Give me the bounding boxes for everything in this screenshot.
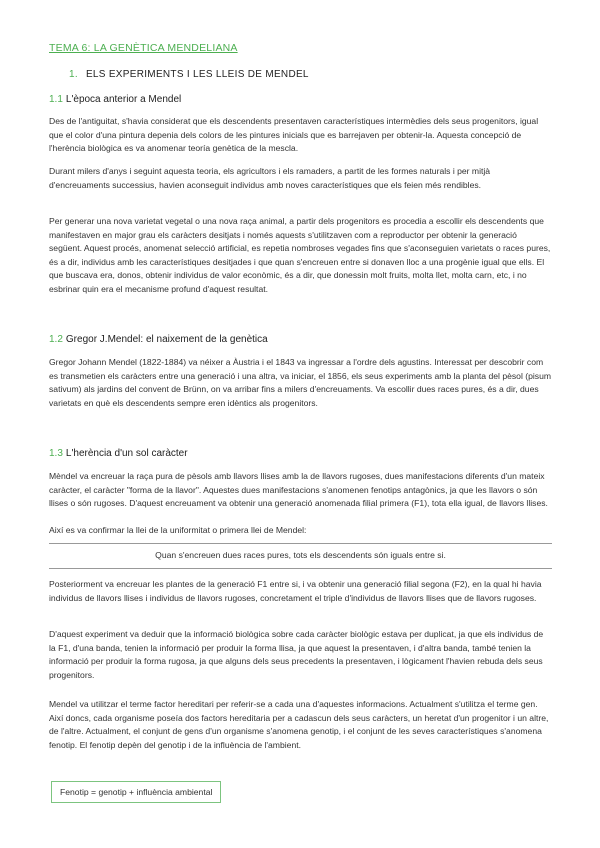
subsection-title: L'època anterior a Mendel	[65, 94, 182, 105]
subsection-heading-1-1	[49, 94, 181, 105]
formula-box: Fenotip = genotip + influència ambiental	[51, 781, 221, 803]
paragraph: D'aquest experiment va deduir que la informació biològica sobre cada caràcter biològic estava per duplicat, ja que els individus de la F1, d'una banda, tenien la informació per produir la forma llisa, ja que aquest la presentaven, i d'altra banda, també tenien la informació per produir la forma rugosa, ja que alguns dels seus precedents la presentaven, i lògicament l'havien rebuda dels seus progenitors.	[49, 629, 544, 680]
paragraph: Gregor Johann Mendel (1822-1884) va néixer a Àustria i el 1843 va ingressar a l'ordre dels agustins. Interessat per descobrir com es transmetien els caràcters entre una generació i una altra, va iniciar, el 1856, els seus experiments amb la planta del pèsol (pisum sativum) als jardins del convent de Brünn, on va arribar fins a milers d'encreuaments. Va escollir dues races pures, és a dir, dues varietats en què els descendents sempre eren idèntics als progenitors.	[49, 357, 552, 408]
subsection-number: 1.1	[49, 94, 63, 105]
law-statement: Quan s'encreuen dues races pures, tots els descendents són iguals entre si.	[155, 550, 446, 560]
paragraph: Posteriorment va encreuar les plantes de la generació F1 entre si, i va obtenir una generació filial segona (F2), en la qual hi havia individus de llavors llises i individus de llavors rugoses, concretament el triple d'individus de llavors llises que de llavors rugoses.	[49, 579, 542, 603]
subsection-title: L'herència d'un sol caràcter	[65, 448, 188, 459]
paragraph: Mèndel va encreuar la raça pura de pèsols amb llavors llises amb la de llavors rugoses, dues manifestacions diferents d'un mateix caràcter, el caràcter "forma de la llavor". Aquestes dues manifestacions s'anomenen fenotips antagònics, ja que les llavors o són llises o són rugoses. D'aquest encreuament va obtenir una generació anomenada filial primera (F1), tota ella igual, de llavors llises.	[49, 471, 548, 508]
subsection-heading-1-2	[49, 334, 268, 345]
paragraph: Així es va confirmar la llei de la uniformitat o primera llei de Mendel:	[49, 525, 307, 535]
subsection-heading-1-3	[49, 448, 188, 459]
paragraph: Des de l'antiguitat, s'havia considerat que els descendents presentaven característiques intermèdies dels seus progenitors, igual que el color d'una pintura depenia dels colors de les pintures inicials que es barrejaven per obtenir-la. Aquesta concepció de l'herència biològica es va anomenar teoría genètica de la mescla.	[49, 116, 539, 153]
section-number: 1.	[69, 69, 78, 80]
section-title: ELS EXPERIMENTS I LES LLEIS DE MENDEL	[85, 69, 309, 80]
subsection-number: 1.3	[49, 448, 63, 459]
section-heading	[69, 69, 309, 80]
subsection-title: Gregor J.Mendel: el naixement de la genètica	[65, 334, 268, 345]
divider	[49, 568, 552, 569]
paragraph: Durant milers d'anys i seguint aquesta teoria, els agricultors i els ramaders, a partit de les formes naturals i per mitjà d'encreuaments successius, havien aconseguit individus amb noves característiques que els feien més rendibles.	[49, 166, 491, 190]
document-title: TEMA 6: LA GENÈTICA MENDELIANA	[49, 42, 238, 54]
paragraph: Per generar una nova varietat vegetal o una nova raça animal, a partir dels progenitors es procedia a escollir els descendents que manifestaven en major grau els caràcters desitjats i només aquests s'utilitzaven com a reproductor per obtenir la generació següent. Aquest procés, anomenat selecció artificial, es repetia nombroses vegades fins que s'aconseguien varietats o races pures, és a dir, individus amb les característiques desitjades i que quan s'encreuen entre si donaven lloc a una progènie igual que ells. El que buscava era, donos, obtenir individus de valor econòmic, és a dir, que donessin molt fruits, molta llet, molta carn, etc, i no esbrinar quin era el mecanisme profund d'aquest resultat.	[49, 216, 551, 294]
paragraph: Mendel va utilitzar el terme factor hereditari per referir-se a cada una d'aquestes informacions. Actualment s'utilitza el terme gen. Així doncs, cada organisme poseía dos factors hereditaria per a cadascun dels seus caràcters, un heretat d'un progenitor i un altre, de l'altre. Actualment, el conjunt de gens d'un organisme s'anomena genotip, i el conjunt de les seves característiques s'anomena fenotip. El fenotip depèn del genotip i de la influència de l'ambient.	[49, 699, 549, 750]
divider	[49, 543, 552, 544]
subsection-number: 1.2	[49, 334, 63, 345]
